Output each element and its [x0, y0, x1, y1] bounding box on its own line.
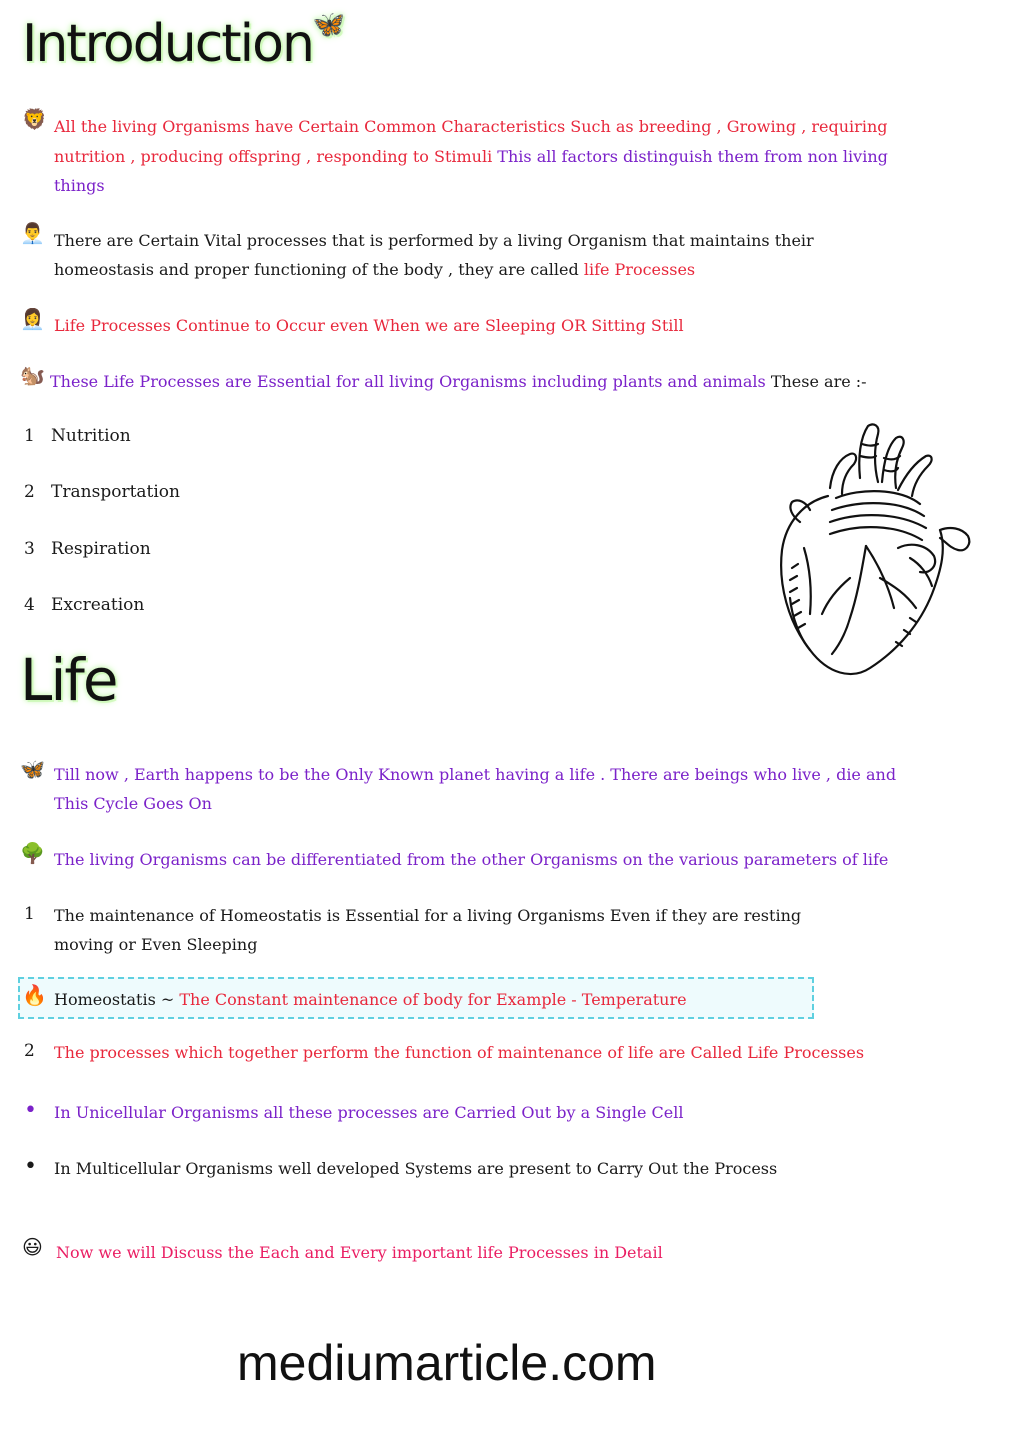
list-item: 2 Transportation	[24, 482, 180, 502]
life-point1-line2: moving or Even Sleeping	[54, 935, 258, 954]
lion-icon: 🦁	[22, 107, 47, 131]
fire-icon: 🔥	[22, 983, 47, 1007]
heart-illustration	[770, 418, 980, 683]
life-p1-line2: This Cycle Goes On	[54, 794, 212, 813]
man-icon: 👨‍💼	[20, 221, 45, 245]
butterfly-icon: 🦋	[20, 757, 45, 781]
intro-p1-line1: All the living Organisms have Certain Common Characteristics Such as breeding , Growing , requiring	[54, 117, 888, 136]
point-number: 1	[24, 904, 35, 924]
butterfly-icon: 🦋	[312, 10, 344, 40]
heading-introduction: Introduction🦋	[22, 10, 344, 74]
list-item: 4 Excreation	[24, 595, 145, 615]
life-p2: The living Organisms can be differentiated from the other Organisms on the various parameters of life	[54, 850, 889, 869]
intro-p2-line2: homeostasis and proper functioning of the body , they are called life Processes	[54, 260, 696, 279]
life-bullet2: In Multicellular Organisms well developed Systems are present to Carry Out the Process	[54, 1159, 778, 1178]
intro-p1-line2: nutrition , producing offspring , responding to Stimuli This all factors distinguish them from non living	[54, 147, 888, 166]
intro-p2-line1: There are Certain Vital processes that is performed by a living Organism that maintains their	[54, 231, 814, 250]
intro-p1-line3: things	[54, 176, 105, 195]
squirrel-icon: 🐿️	[20, 363, 45, 387]
point-number: 2	[24, 1041, 35, 1061]
intro-p4: These Life Processes are Essential for all living Organisms including plants and animals These are :-	[50, 372, 867, 391]
closing-line: Now we will Discuss the Each and Every important life Processes in Detail	[56, 1243, 663, 1262]
life-point1-line1: The maintenance of Homeostatis is Essential for a living Organisms Even if they are resting	[54, 906, 802, 925]
life-p1-line1: Till now , Earth happens to be the Only Known planet having a life . There are beings who live , die and	[54, 765, 897, 784]
intro-p3: Life Processes Continue to Occur even When we are Sleeping OR Sitting Still	[54, 316, 684, 335]
list-item: 3 Respiration	[24, 539, 151, 559]
tree-icon: 🌳	[20, 841, 45, 865]
heading-life: Life	[20, 646, 117, 714]
footer-watermark: mediumarticle.com	[237, 1335, 657, 1391]
woman-icon: 👩‍💼	[20, 307, 45, 331]
life-point2: The processes which together perform the function of maintenance of life are Called Life Processes	[54, 1043, 865, 1062]
list-item: 1 Nutrition	[24, 426, 131, 446]
bullet-dot: •	[24, 1154, 37, 1179]
smile-icon: 😃	[22, 1235, 43, 1259]
callout-text: Homeostatis ~ The Constant maintenance of body for Example - Temperature	[54, 990, 687, 1009]
life-bullet1: In Unicellular Organisms all these processes are Carried Out by a Single Cell	[54, 1103, 684, 1122]
bullet-dot: •	[24, 1098, 37, 1123]
